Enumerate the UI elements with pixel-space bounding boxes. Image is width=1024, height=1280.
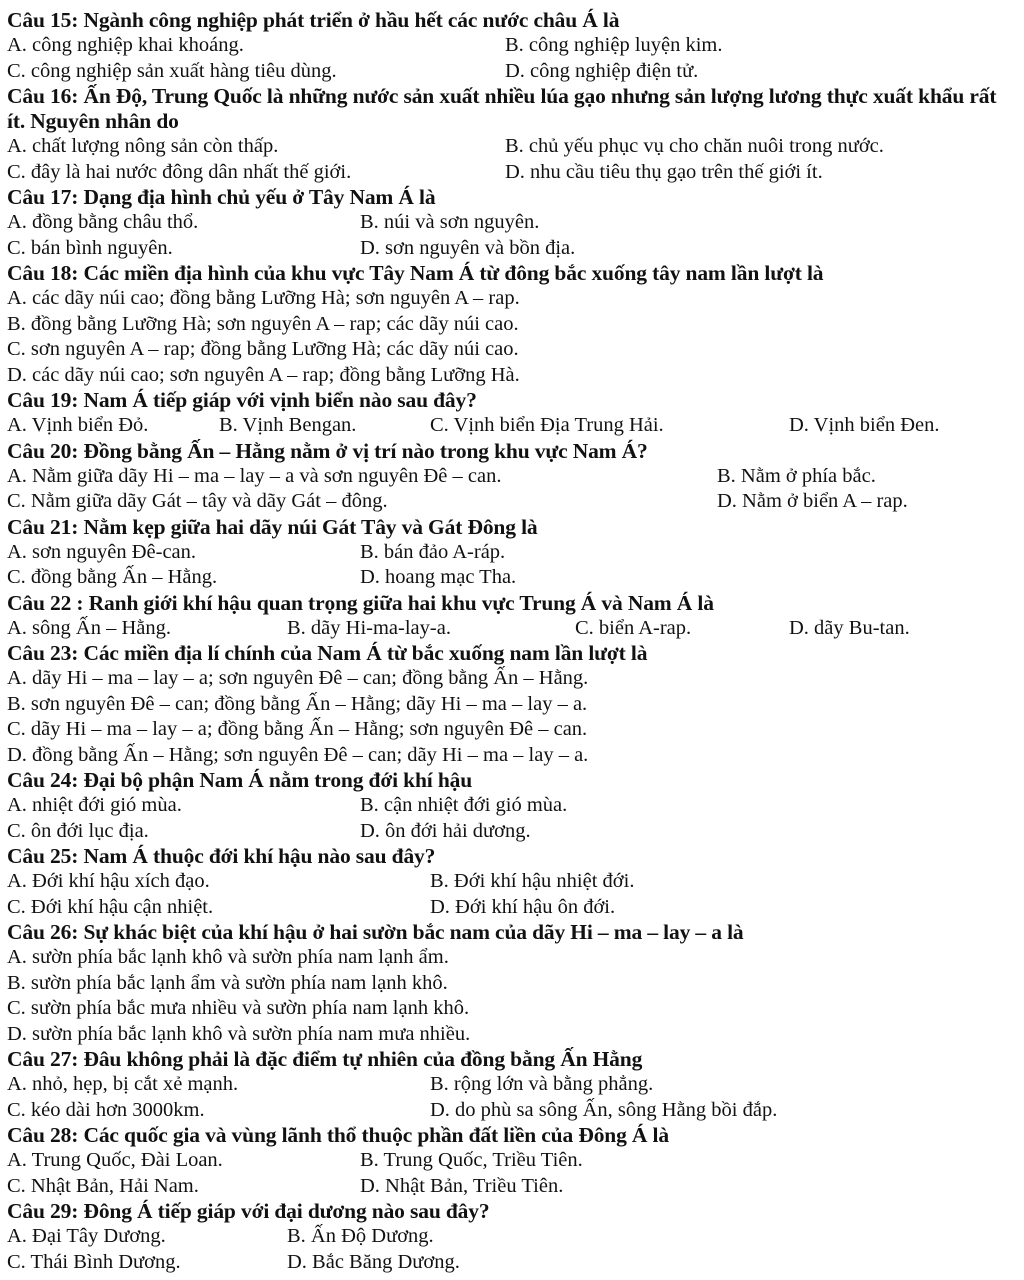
- answer-option: C. Vịnh biển Địa Trung Hải.: [430, 414, 664, 436]
- answer-option: A. sườn phía bắc lạnh khô và sườn phía nam lạnh ẩm.: [7, 946, 449, 968]
- answer-row: [7, 413, 1014, 439]
- answer-row: [7, 565, 1014, 591]
- answer-row: [7, 1022, 1014, 1048]
- answer-option: A. Đới khí hậu xích đạo.: [7, 870, 210, 892]
- answer-option: A. nhiệt đới gió mùa.: [7, 794, 182, 816]
- answer-option: A. Nằm giữa dãy Hi – ma – lay – a và sơn nguyên Đê – can.: [7, 464, 502, 487]
- answer-option: B. dãy Hi-ma-lay-a.: [287, 616, 451, 639]
- answer-option: A. các dãy núi cao; đồng bằng Lưỡng Hà; sơn nguyên A – rap.: [7, 287, 520, 309]
- answer-option: C. Đới khí hậu cận nhiệt.: [7, 895, 214, 918]
- answer-row: [7, 1098, 1014, 1124]
- question-block: [7, 920, 1014, 1047]
- answer-option: D. nhu cầu tiêu thụ gạo trên thế giới ít.: [505, 160, 823, 183]
- answer-option: D. do phù sa sông Ấn, sông Hằng bồi đắp.: [430, 1098, 778, 1121]
- answer-row: [7, 666, 1014, 692]
- answer-row: [7, 996, 1014, 1022]
- question-block: [7, 1047, 1014, 1123]
- answer-row: [7, 1174, 1014, 1200]
- answer-row: [7, 717, 1014, 743]
- answer-row: [7, 1250, 1014, 1276]
- question-block: [7, 8, 1014, 84]
- question-block: [7, 185, 1014, 261]
- answer-option: C. sơn nguyên A – rap; đồng bằng Lưỡng Hà; các dãy núi cao.: [7, 338, 519, 360]
- question-block: [7, 641, 1014, 768]
- question-stem: Câu 21: Nằm kẹp giữa hai dãy núi Gát Tây và Gát Đông là: [7, 514, 538, 539]
- question-block: [7, 84, 1014, 185]
- question-block: [7, 261, 1014, 388]
- answer-row: [7, 971, 1014, 997]
- question-stem: Câu 20: Đồng bằng Ấn – Hằng nằm ở vị trí nào trong khu vực Nam Á?: [7, 438, 648, 463]
- answer-row: [7, 489, 1014, 515]
- answer-option: C. bán bình nguyên.: [7, 236, 173, 259]
- answer-row: [7, 210, 1014, 236]
- answer-option: D. dãy Bu-tan.: [789, 616, 910, 639]
- answer-option: C. kéo dài hơn 3000km.: [7, 1098, 205, 1121]
- question-block: [7, 844, 1014, 920]
- answer-option: B. Vịnh Bengan.: [219, 414, 357, 436]
- question-stem: Câu 17: Dạng địa hình chủ yếu ở Tây Nam Á là: [7, 185, 436, 209]
- answer-option: C. Nhật Bản, Hải Nam.: [7, 1174, 199, 1197]
- answer-row: [7, 793, 1014, 819]
- answer-row: [7, 286, 1014, 312]
- answer-option: B. núi và sơn nguyên.: [360, 211, 540, 233]
- question-stem: Câu 16: Ấn Độ, Trung Quốc là những nước sản xuất nhiều lúa gạo nhưng sản lượng lương thực xuất khẩu rất ít. Nguyên nhân do: [7, 84, 997, 133]
- question-stem: Câu 27: Đâu không phải là đặc điểm tự nhiên của đồng bằng Ấn Hằng: [7, 1047, 643, 1071]
- answer-option: B. chủ yếu phục vụ cho chăn nuôi trong nước.: [505, 135, 884, 157]
- question-stem: Câu 15: Ngành công nghiệp phát triển ở hầu hết các nước châu Á là: [7, 8, 620, 32]
- answer-row: [7, 160, 1014, 186]
- answer-option: C. ôn đới lục địa.: [7, 819, 149, 842]
- answer-option: C. sườn phía bắc mưa nhiều và sườn phía nam lạnh khô.: [7, 997, 470, 1019]
- question-stem: Câu 29: Đông Á tiếp giáp với đại dương nào sau đây?: [7, 1199, 490, 1223]
- answer-option: B. Trung Quốc, Triều Tiên.: [360, 1149, 583, 1171]
- answer-option: D. ôn đới hải dương.: [360, 819, 531, 842]
- answer-option: C. Nằm giữa dãy Gát – tây và dãy Gát – đông.: [7, 490, 388, 512]
- question-stem: Câu 18: Các miền địa hình của khu vực Tây Nam Á từ đông bắc xuống tây nam lần lượt là: [7, 261, 824, 285]
- question-block: [7, 1123, 1014, 1199]
- answer-option: D. Nhật Bản, Triều Tiên.: [360, 1174, 564, 1197]
- answer-row: [7, 692, 1014, 718]
- answer-option: B. rộng lớn và bằng phẳng.: [430, 1073, 654, 1095]
- answer-row: [7, 312, 1014, 338]
- answer-option: B. Nằm ở phía bắc.: [717, 464, 876, 487]
- answer-option: A. Đại Tây Dương.: [7, 1225, 166, 1247]
- answer-option: B. sườn phía bắc lạnh ẩm và sườn phía nam lạnh khô.: [7, 971, 448, 994]
- question-stem: Câu 22 : Ranh giới khí hậu quan trọng giữa hai khu vực Trung Á và Nam Á là: [7, 590, 714, 615]
- answer-row: [7, 464, 1014, 490]
- answer-row: [7, 869, 1014, 895]
- question-stem: Câu 25: Nam Á thuộc đới khí hậu nào sau đây?: [7, 844, 436, 868]
- question-stem: Câu 28: Các quốc gia và vùng lãnh thổ thuộc phần đất liền của Đông Á là: [7, 1123, 669, 1147]
- answer-option: D. Bắc Băng Dương.: [287, 1250, 460, 1273]
- question-block: [7, 439, 1014, 515]
- answer-option: B. Ấn Độ Dương.: [287, 1225, 434, 1247]
- answer-option: D. công nghiệp điện tử.: [505, 59, 699, 82]
- question-stem: Câu 24: Đại bộ phận Nam Á nằm trong đới khí hậu: [7, 768, 473, 792]
- answer-option: B. công nghiệp luyện kim.: [505, 34, 723, 56]
- answer-row: [7, 33, 1014, 59]
- answer-option: A. đồng bằng châu thổ.: [7, 211, 199, 233]
- answer-option: C. Thái Bình Dương.: [7, 1250, 181, 1273]
- answer-row: [7, 616, 1014, 642]
- answer-option: C. đồng bằng Ấn – Hằng.: [7, 566, 218, 588]
- answer-option: D. Nằm ở biển A – rap.: [717, 490, 908, 512]
- answer-option: B. cận nhiệt đới gió mùa.: [360, 794, 568, 816]
- answer-option: D. sơn nguyên và bồn địa.: [360, 236, 576, 259]
- answer-row: [7, 540, 1014, 566]
- answer-option: A. nhỏ, hẹp, bị cắt xẻ mạnh.: [7, 1073, 239, 1095]
- answer-option: B. đồng bằng Lưỡng Hà; sơn nguyên A – rap; các dãy núi cao.: [7, 312, 519, 335]
- answer-option: C. công nghiệp sản xuất hàng tiêu dùng.: [7, 59, 337, 82]
- question-stem: Câu 23: Các miền địa lí chính của Nam Á từ bắc xuống nam lần lượt là: [7, 641, 648, 665]
- answer-row: [7, 743, 1014, 769]
- answer-option: D. đồng bằng Ấn – Hằng; sơn nguyên Đê – can; dãy Hi – ma – lay – a.: [7, 743, 589, 766]
- answer-option: B. Đới khí hậu nhiệt đới.: [430, 870, 635, 892]
- answer-row: [7, 945, 1014, 971]
- answer-option: A. dãy Hi – ma – lay – a; sơn nguyên Đê – can; đồng bằng Ấn – Hằng.: [7, 667, 589, 689]
- answer-row: [7, 134, 1014, 160]
- answer-option: D. sườn phía bắc lạnh khô và sườn phía nam mưa nhiều.: [7, 1022, 471, 1045]
- answer-option: A. chất lượng nông sản còn thấp.: [7, 135, 279, 157]
- answer-option: D. Vịnh biển Đen.: [789, 414, 940, 436]
- answer-option: B. sơn nguyên Đê – can; đồng bằng Ấn – Hằng; dãy Hi – ma – lay – a.: [7, 692, 588, 715]
- question-stem: Câu 26: Sự khác biệt của khí hậu ở hai sườn bắc nam của dãy Hi – ma – lay – a là: [7, 920, 744, 944]
- answer-row: [7, 337, 1014, 363]
- answer-option: D. Đới khí hậu ôn đới.: [430, 895, 616, 918]
- question-block: [7, 768, 1014, 844]
- answer-option: D. các dãy núi cao; sơn nguyên A – rap; đồng bằng Lưỡng Hà.: [7, 363, 520, 386]
- question-block: [7, 1199, 1014, 1275]
- answer-option: C. dãy Hi – ma – lay – a; đồng bằng Ấn – Hằng; sơn nguyên Đê – can.: [7, 718, 588, 740]
- answer-option: A. công nghiệp khai khoáng.: [7, 34, 244, 56]
- answer-row: [7, 1148, 1014, 1174]
- answer-row: [7, 1072, 1014, 1098]
- answer-option: D. hoang mạc Tha.: [360, 566, 517, 588]
- answer-row: [7, 236, 1014, 262]
- answer-row: [7, 59, 1014, 85]
- answer-option: A. Vịnh biển Đỏ.: [7, 414, 149, 436]
- answer-row: [7, 1224, 1014, 1250]
- answer-option: C. biển A-rap.: [575, 616, 692, 639]
- answer-option: B. bán đảo A-ráp.: [360, 540, 506, 563]
- question-block: [7, 515, 1014, 591]
- answer-row: [7, 363, 1014, 389]
- answer-row: [7, 895, 1014, 921]
- answer-row: [7, 819, 1014, 845]
- question-block: [7, 388, 1014, 439]
- question-stem: Câu 19: Nam Á tiếp giáp với vịnh biển nào sau đây?: [7, 388, 477, 412]
- question-block: [7, 591, 1014, 642]
- answer-option: A. Trung Quốc, Đài Loan.: [7, 1149, 223, 1171]
- answer-option: A. sơn nguyên Đê-can.: [7, 540, 197, 563]
- answer-option: C. đây là hai nước đông dân nhất thế giới.: [7, 160, 352, 183]
- answer-option: A. sông Ấn – Hằng.: [7, 616, 171, 639]
